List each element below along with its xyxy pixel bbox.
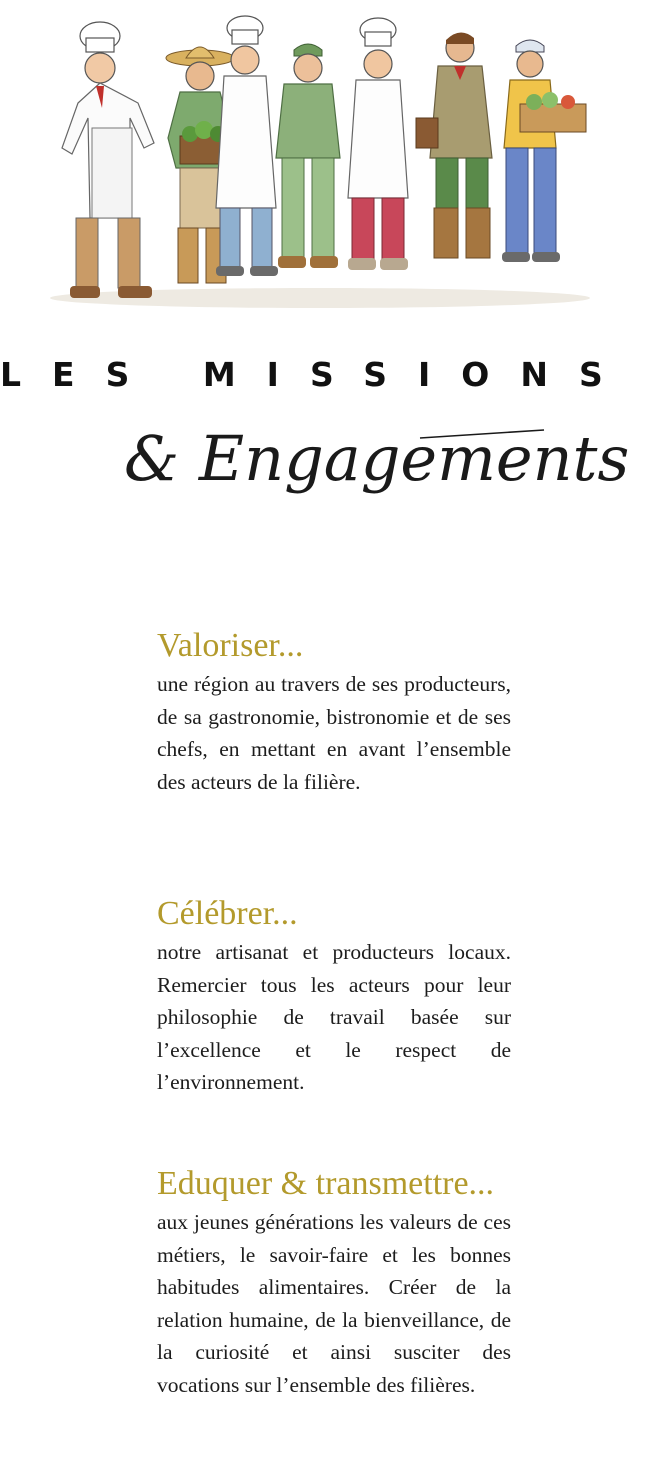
section-heading: Eduquer & transmettre... bbox=[157, 1165, 495, 1202]
section-eduquer bbox=[157, 1165, 511, 1401]
page-title: LES MISSIONS bbox=[0, 355, 634, 394]
people-illustration bbox=[40, 8, 600, 313]
chef-figure bbox=[348, 18, 408, 270]
section-body: aux jeunes générations les valeurs de ces métiers, le savoir-faire et les bonnes habitudes alimentaires. Créer de la relation humaine, de la bienveillance, de la curiosité et ainsi susciter des vocations sur l’ensemble des filières. bbox=[157, 1210, 511, 1397]
section-heading: Célébrer... bbox=[157, 895, 298, 932]
farmer-green-figure bbox=[276, 44, 340, 268]
title-script bbox=[120, 408, 630, 548]
section-celebrer bbox=[157, 895, 511, 1099]
subtitle-script: & Engagements bbox=[124, 422, 630, 495]
chef-figure bbox=[62, 22, 154, 298]
section-heading: Valoriser... bbox=[157, 627, 304, 664]
scout-figure bbox=[416, 32, 492, 258]
producer-figure bbox=[502, 40, 586, 262]
section-body: une région au travers de ses producteurs, de sa gastronomie, bistronomie et de ses chefs, en mettant en avant l’ensemble des acteurs de la filière. bbox=[157, 672, 511, 794]
section-body: notre artisanat et producteurs locaux. Remercier tous les acteurs pour leur philosophie de travail basée sur l’excellence et le respect de l’environnement. bbox=[157, 940, 511, 1094]
section-valoriser bbox=[157, 627, 511, 798]
